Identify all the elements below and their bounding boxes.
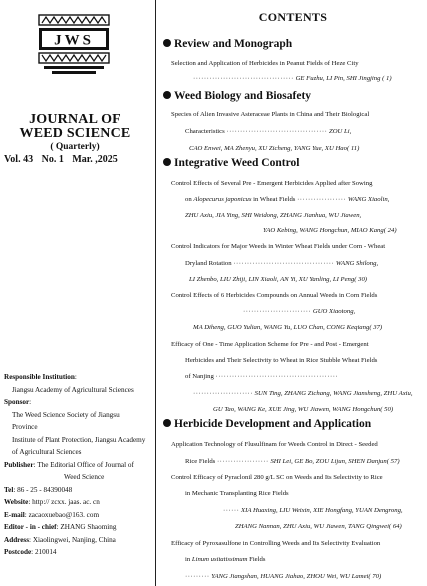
issue-line [4, 154, 150, 165]
publisher-value-2: Weed Science [64, 473, 105, 481]
svg-text:JWS: JWS [54, 32, 94, 49]
website-row: Website: http:// zcxx. jaas. ac. cn [4, 498, 100, 506]
article-authors-line: ······················ SUN Ting, ZHANG Zichang, WANG Jiansheng, ZHU Axiu, [193, 390, 413, 397]
sponsor-value-3: of Agricultural Sciences [12, 448, 82, 456]
article-title-line[interactable]: Control Effects of Several Pre - Emergent Herbicides Applied after Sowing [171, 180, 373, 187]
section-heading: Review and Monograph [163, 38, 292, 50]
responsible-institution-label: Responsible Institution: [4, 373, 77, 381]
article-authors-line: LI Zhenbo, LIU Zhiji, LIN Xiaoli, AN Yi, XU Yanling, LI Peng( 30) [189, 276, 368, 283]
article-title-line[interactable]: Control Indicators for Major Weeds in Winter Wheat Fields under Corn - Wheat [171, 243, 386, 250]
section-heading: Weed Biology and Biosafety [163, 90, 311, 102]
article-title-line[interactable]: Application Technology of Flusulfinam for Weeds Control in Direct - Seeded [171, 441, 378, 448]
jws-logo [38, 14, 110, 76]
volume-number: Vol. 43 [4, 154, 34, 165]
responsible-institution-value: Jiangsu Academy of Agricultural Sciences [12, 385, 134, 394]
article-authors-line: ZHANG Nannan, ZHU Axiu, WU Jiawen, TANG Qingwei( 64) [235, 523, 402, 530]
article-authors-line: ····································· GE Fuzhu, LI Pin, SHI Jingjing ( 1) [193, 75, 392, 82]
article-title-line: Dryland Rotation ····································· WANG Shilong, [185, 260, 379, 267]
frequency-label: ( Quarterly) [50, 142, 100, 152]
postcode-row: Postcode: 210014 [4, 548, 57, 556]
tel-row: Tel: 86 - 25 - 84390048 [4, 485, 73, 494]
section-heading: Herbicide Development and Application [163, 418, 371, 430]
article-authors-line: ········· YANG Jiangshan, HUANG Jiahao, ZHOU Wei, WU Lamei( 70) [185, 573, 382, 580]
article-title-line[interactable]: Species of Alien Invasive Asteraceae Plants in China and Their Biological [171, 111, 370, 118]
contents-column [163, 0, 423, 586]
sponsor-value-1: The Weed Science Society of Jiangsu Province [12, 410, 120, 431]
journal-title [4, 113, 146, 141]
editor-row: Editor - in - chief: ZHANG Shaoming [4, 523, 117, 531]
journal-info-column [0, 0, 150, 586]
publisher-row: Publisher: The Editorial Office of Journal of [4, 460, 134, 469]
bullet-icon [163, 158, 171, 166]
bullet-icon [163, 39, 171, 47]
article-authors-line: MA Diheng, GUO Yulian, WANG Yu, LUO Chan, CONG Keqiang( 37) [193, 324, 383, 331]
journal-title-line1: JOURNAL OF [29, 112, 121, 127]
article-authors-line: ························· GUO Xiaotong, [243, 308, 356, 315]
article-title-line: in Mechanic Transplanting Rice Fields [185, 490, 289, 497]
issue-date: Mar. ,2025 [72, 154, 118, 165]
article-authors-line: ZHU Axiu, JIA Ying, SHI Weidong, ZHANG Jianhua, WU Jiawen, [185, 212, 362, 219]
bullet-icon [163, 91, 171, 99]
address-row: Address: Xiaolingwei, Nanjing, China [4, 535, 116, 544]
article-title-line: on Alopecurus japonicus in Wheat Fields ·················· WANG Xiaolin, [185, 196, 390, 203]
sponsor-value-2: Institute of Plant Protection, Jiangsu Academy [12, 435, 146, 444]
article-title-line: Rice Fields ··················· SHI Lei, GE Bo, ZOU Lijun, SHEN Danjun( 57) [185, 458, 400, 465]
article-authors-line: CAO Enwei, MA Zhenyu, XU Zicheng, YANG Yue, XU Hao( 11) [189, 145, 360, 152]
masthead [4, 371, 146, 559]
article-title-line[interactable]: Efficacy of One - Time Application Scheme for Pre - and Post - Emergent [171, 341, 369, 348]
issue-number: No. 1 [41, 154, 64, 165]
article-title-line[interactable]: Control Effects of 6 Herbicides Compounds on Annual Weeds in Corn Fields [171, 292, 378, 299]
article-title-line[interactable]: Control Efficacy of Pyraclonil 280 g/L SC on Weeds and Its Selectivity to Rice [171, 474, 383, 481]
article-authors-line: GU Tao, WANG Ke, XUE Jing, WU Jiawen, WANG Hongchun( 50) [213, 406, 394, 413]
bullet-icon [163, 419, 171, 427]
article-title-line: Herbicides and Their Selectivity to Wheat in Rice Stubble Wheat Fields [185, 357, 378, 364]
article-title-line[interactable]: Efficacy of Pyroxasulfone in Controlling Weeds and Its Selectivity Evaluation [171, 540, 381, 547]
article-authors-line: Characteristics ····································· ZOU Li, [185, 128, 352, 135]
article-title-line[interactable]: Selection and Application of Herbicides in Peanut Fields of Heze City [171, 60, 359, 67]
contents-heading: CONTENTS [258, 10, 328, 24]
article-authors-line: ······ XIA Huaxing, LIU Weixin, XIE Hongfang, YUAN Dengrong, [223, 507, 403, 514]
section-heading: Integrative Weed Control [163, 157, 299, 169]
sponsor-label: Sponsor: [4, 398, 32, 406]
column-divider [155, 0, 156, 586]
journal-title-line2: WEED SCIENCE [19, 126, 131, 141]
article-title-line: in Linum usitatissimum Fields [185, 556, 266, 563]
article-title-line: of Nanjing ············································· [185, 373, 339, 380]
email-row: E-mail: zacaoxuebao@163. com [4, 510, 100, 519]
article-authors-line: YAO Kebing, WANG Hongchun, MIAO Kang( 24) [263, 227, 397, 234]
